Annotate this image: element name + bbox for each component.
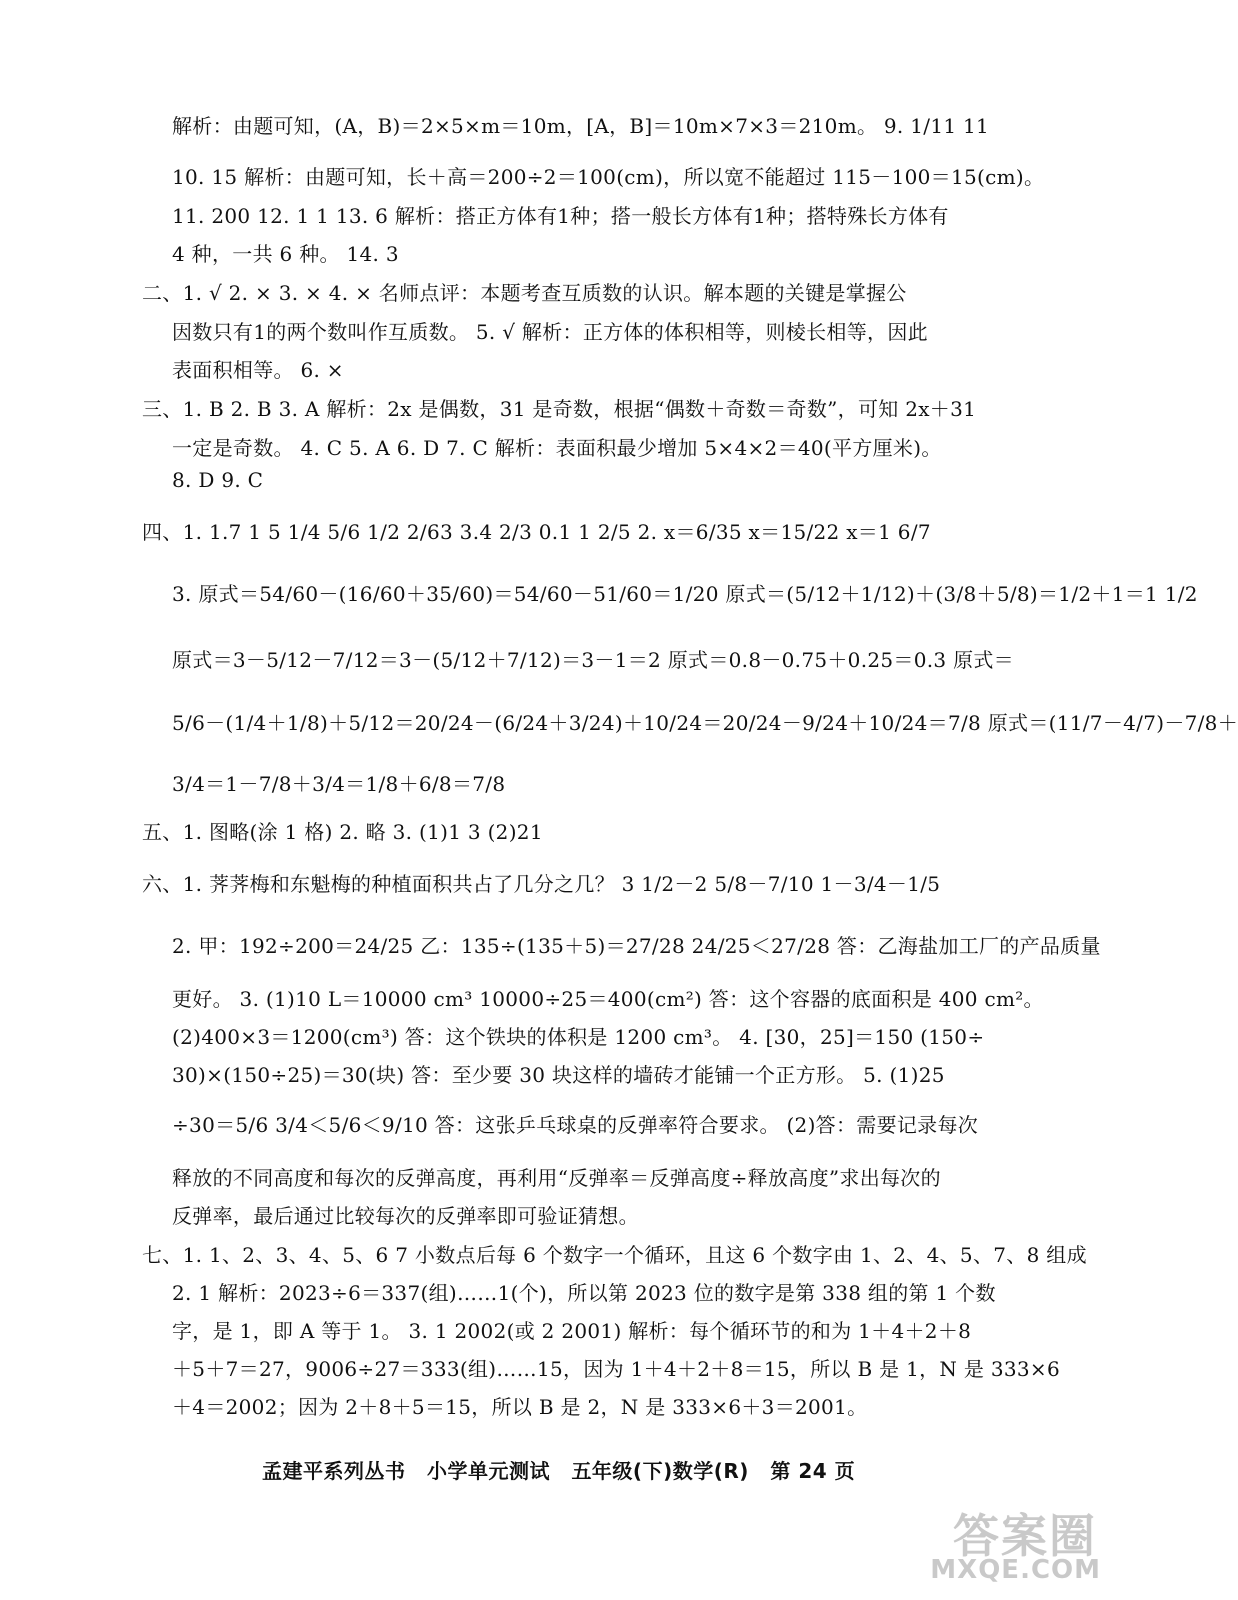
- text-line: 三、1. B 2. B 3. A 解析：2x 是偶数，31 是奇数，根据“偶数＋奇数＝奇数”，可知 2x＋31: [142, 397, 977, 421]
- text-line: (2)400×3＝1200(cm³) 答：这个铁块的体积是 1200 cm³。 4. [30，25]＝150 (150÷: [172, 1025, 985, 1049]
- footer-grade: 五年级(下)数学(R): [571, 1459, 749, 1483]
- text-line: 五、1. 图略(涂 1 格) 2. 略 3. (1)1 3 (2)21: [142, 820, 543, 844]
- text-line: 8. D 9. C: [172, 468, 264, 492]
- watermark-logo: [900, 1500, 1105, 1595]
- text-line: 释放的不同高度和每次的反弹高度，再利用“反弹率＝反弹高度÷释放高度”求出每次的: [172, 1166, 941, 1190]
- text-line: 四、1. 1.7 1 5 1/4 5/6 1/2 2/63 3.4 2/3 0.1 1 2/5 2. x＝6/35 x＝15/22 x＝1 6/7: [142, 520, 931, 544]
- text-line: 字，是 1，即 A 等于 1。 3. 1 2002(或 2 2001) 解析：每个循环节的和为 1＋4＋2＋8: [172, 1319, 972, 1343]
- text-line: 解析：由题可知，(A，B)＝2×5×m＝10m，[A，B]＝10m×7×3＝210m。 9. 1/11 11: [172, 114, 990, 138]
- watermark-text: 答案圈: [953, 1509, 1097, 1563]
- text-line: 原式＝3－5/12－7/12＝3－(5/12＋7/12)＝3－1＝2 原式＝0.8－0.75＋0.25＝0.3 原式＝: [172, 648, 1014, 672]
- text-line: 因数只有1的两个数叫作互质数。 5. √ 解析：正方体的体积相等，则棱长相等，因此: [172, 320, 928, 344]
- text-line: 2. 甲：192÷200＝24/25 乙：135÷(135＋5)＝27/28 24/25＜27/28 答：乙海盐加工厂的产品质量: [172, 934, 1101, 958]
- text-line: 30)×(150÷25)＝30(块) 答：至少要 30 块这样的墙砖才能铺一个正方形。 5. (1)25: [172, 1063, 945, 1087]
- text-line: 4 种，一共 6 种。 14. 3: [172, 242, 399, 266]
- text-line: ＋5＋7＝27，9006÷27＝333(组)……15，因为 1＋4＋2＋8＝15，所以 B 是 1，N 是 333×6: [172, 1357, 1061, 1381]
- text-line: 七、1. 1、2、3、4、5、6 7 小数点后每 6 个数字一个循环，且这 6 个数字由 1、2、4、5、7、8 组成: [142, 1243, 1087, 1267]
- text-line: 六、1. 荠荠梅和东魁梅的种植面积共占了几分之几？ 3 1/2－2 5/8－7/10 1－3/4－1/5: [142, 872, 941, 896]
- text-line: 3. 原式＝54/60－(16/60＋35/60)＝54/60－51/60＝1/20 原式＝(5/12＋1/12)＋(3/8＋5/8)＝1/2＋1＝1 1/2: [172, 582, 1198, 606]
- text-line: 10. 15 解析：由题可知，长＋高＝200÷2＝100(cm)，所以宽不能超过 115－100＝15(cm)。: [172, 165, 1045, 189]
- text-line: 二、1. √ 2. × 3. × 4. × 名师点评：本题考查互质数的认识。解本题的关键是掌握公: [142, 281, 907, 305]
- text-line: 5/6－(1/4＋1/8)＋5/12＝20/24－(6/24＋3/24)＋10/24＝20/24－9/24＋10/24＝7/8 原式＝(11/7－4/7)－7/8＋: [172, 711, 1238, 735]
- text-line: ÷30＝5/6 3/4＜5/6＜9/10 答：这张乒乓球桌的反弹率符合要求。 (2)答：需要记录每次: [172, 1113, 979, 1137]
- watermark-url: MXQE.COM: [930, 1555, 1101, 1585]
- text-line: 2. 1 解析：2023÷6＝337(组)……1(个)，所以第 2023 位的数字是第 338 组的第 1 个数: [172, 1281, 996, 1305]
- text-line: 反弹率，最后通过比较每次的反弹率即可验证猜想。: [172, 1204, 639, 1228]
- footer-page-number: 第 24 页: [770, 1459, 856, 1483]
- text-line: 3/4＝1－7/8＋3/4＝1/8＋6/8＝7/8: [172, 772, 506, 796]
- text-line: 一定是奇数。 4. C 5. A 6. D 7. C 解析：表面积最少增加 5×4×2＝40(平方厘米)。: [172, 436, 942, 460]
- footer-series: 孟建平系列丛书: [262, 1459, 406, 1483]
- text-line: 更好。 3. (1)10 L＝10000 cm³ 10000÷25＝400(cm²) 答：这个容器的底面积是 400 cm²。: [172, 987, 1044, 1011]
- footer-book: 小学单元测试: [426, 1459, 550, 1483]
- text-line: 11. 200 12. 1 1 13. 6 解析：搭正方体有1种；搭一般长方体有1种；搭特殊长方体有: [172, 204, 949, 228]
- page-footer: [262, 1455, 869, 1484]
- text-line: ＋4＝2002；因为 2＋8＋5＝15，所以 B 是 2，N 是 333×6＋3＝2001。: [172, 1395, 868, 1419]
- text-line: 表面积相等。 6. ×: [172, 358, 344, 382]
